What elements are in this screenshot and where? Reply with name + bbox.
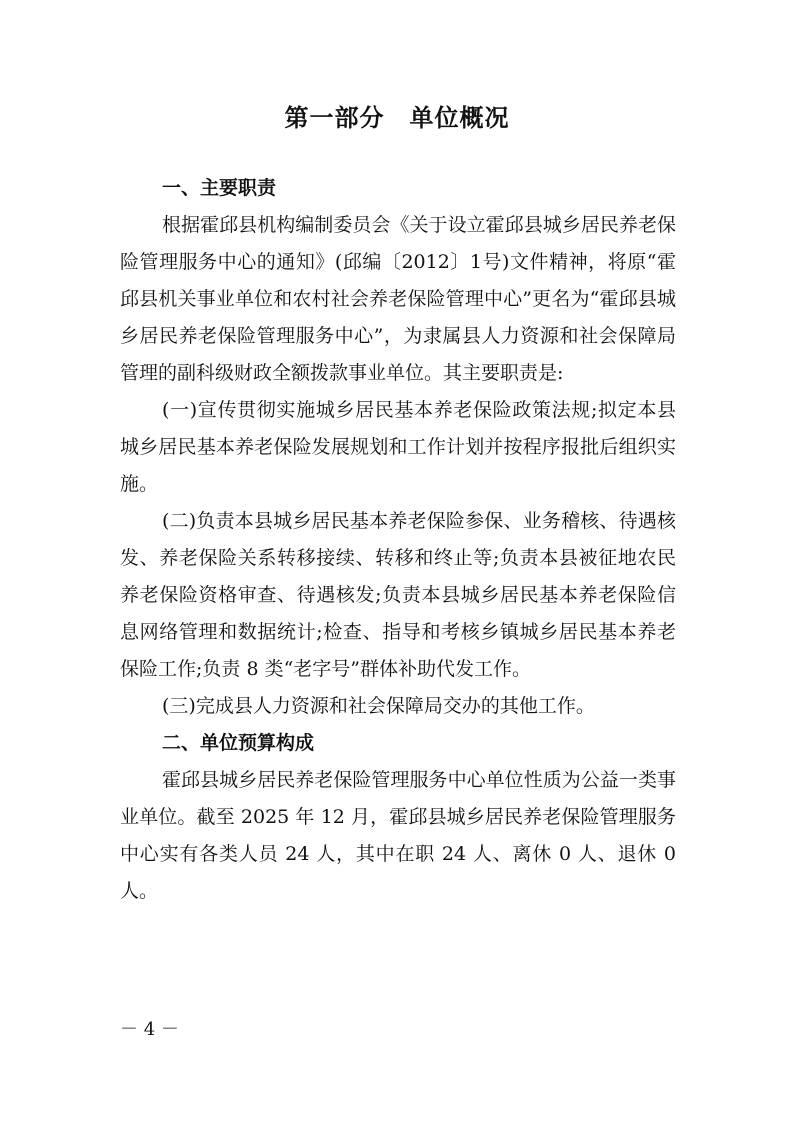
document-body [120,170,676,910]
paragraph-establishment: 根据霍邱县机构编制委员会《关于设立霍邱县城乡居民养老保险管理服务中心的通知》(邱编〔2012〕1号)文件精神，将原“霍邱县机关事业单位和农村社会养老保险管理中心”更名为“霍邱县城乡居民养老保险管理服务中心”，为隶属县人力资源和社会保障局管理的副科级财政全额拨款事业单位。其主要职责是: [120,214,676,384]
paragraph-duty-3: (三)完成县人力资源和社会保障局交办的其他工作。 [162,695,595,717]
paragraph-budget-composition: 霍邱县城乡居民养老保险管理服务中心单位性质为公益一类事业单位。截至 2025 年 12 月，霍邱县城乡居民养老保险管理服务中心实有各类人员 24 人，其中在职 24 人、离休 0 人、退休 0 人。 [120,769,676,902]
section-heading-budget-composition: 二、单位预算构成 [162,732,315,754]
paragraph-duty-1: (一)宣传贯彻实施城乡居民基本养老保险政策法规;拟定本县城乡居民基本养老保险发展规划和工作计划并按程序报批后组织实施。 [120,399,676,495]
paragraph-duty-2: (二)负责本县城乡居民基本养老保险参保、业务稽核、待遇核发、养老保险关系转移接续、转移和终止等;负责本县被征地农民养老保险资格审查、待遇核发;负责本县城乡居民基本养老保险信息网络管理和数据统计;检查、指导和考核乡镇城乡居民基本养老保险工作;负责 8 类“老字号”群体补助代发工作。 [120,510,676,680]
page-title: 第一部分 单位概况 [284,104,510,132]
page-number: － 4 － [120,1019,179,1040]
section-heading-main-duties: 一、主要职责 [162,177,277,199]
